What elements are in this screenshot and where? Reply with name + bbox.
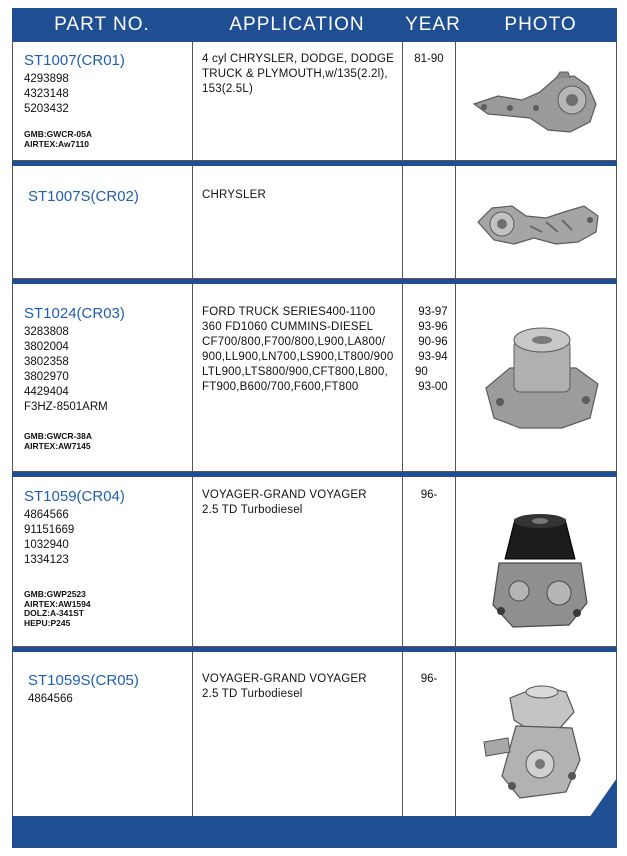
oem-ref: 1334123 — [24, 554, 69, 566]
application-line: VOYAGER-GRAND VOYAGER — [202, 489, 367, 501]
row-band — [12, 279, 617, 284]
application-line: 153(2.5L) — [202, 83, 254, 95]
water-pump-icon — [472, 192, 608, 254]
year-value: 96- — [420, 489, 438, 501]
year-cell — [413, 305, 453, 395]
water-pump-icon — [485, 507, 595, 635]
application-cell — [202, 188, 400, 203]
part-number: ST1024(CR03) — [24, 305, 125, 322]
oem-ref: 91151669 — [24, 524, 75, 536]
application-line: 2.5 TD Turbodiesel — [202, 688, 303, 700]
year-cell — [409, 672, 449, 687]
year-value: 90 — [415, 366, 428, 378]
oem-ref: 1032940 — [24, 539, 69, 551]
oem-ref: 5203432 — [24, 103, 69, 115]
year-cell — [409, 52, 449, 67]
part-number: ST1007(CR01) — [24, 52, 125, 69]
oem-ref: 3802970 — [24, 371, 69, 383]
oem-ref: 4429404 — [24, 386, 69, 398]
year-value: 90-96 — [418, 336, 448, 348]
application-cell — [202, 488, 400, 518]
application-line: CHRYSLER — [202, 189, 267, 201]
oem-ref: 4323148 — [24, 88, 69, 100]
column-divider — [12, 42, 13, 816]
application-line: VOYAGER-GRAND VOYAGER — [202, 673, 367, 685]
application-line: 360 FD1060 CUMMINS-DIESEL — [202, 321, 374, 333]
oem-ref: 4864566 — [24, 509, 69, 521]
row-band — [12, 647, 617, 652]
cross-ref: HEPU:P245 — [24, 617, 71, 628]
application-line: FORD TRUCK SERIES400-1100 — [202, 306, 376, 318]
oem-refs — [24, 325, 189, 415]
table-header — [12, 8, 617, 42]
oem-refs — [28, 692, 193, 707]
year-cell — [409, 488, 449, 503]
cross-ref: GMB:GWP2523 — [24, 589, 86, 599]
table-row — [24, 305, 189, 467]
application-line: TRUCK & PLYMOUTH,w/135(2.2l), — [202, 68, 388, 80]
oem-ref: 4293898 — [24, 73, 69, 85]
application-line: 2.5 TD Turbodiesel — [202, 504, 303, 516]
year-value: 96- — [420, 673, 438, 685]
water-pump-icon — [470, 70, 610, 140]
row-band — [12, 472, 617, 477]
application-line: 900,LL900,LN700,LS900,LT800/900 — [202, 351, 394, 363]
water-pump-icon — [480, 322, 605, 432]
table-row — [24, 488, 189, 640]
oem-ref: 4864566 — [28, 693, 73, 705]
cross-refs — [24, 590, 91, 628]
year-value: 81-90 — [414, 53, 444, 65]
oem-ref: F3HZ-8501ARM — [24, 401, 108, 413]
application-line: 4 cyl CHRYSLER, DODGE, DODGE — [202, 53, 394, 65]
column-divider — [402, 42, 403, 816]
row-band — [12, 161, 617, 166]
year-value: 93-97 — [418, 306, 448, 318]
table-row — [28, 188, 193, 205]
year-value: 93-94 — [418, 351, 448, 363]
oem-refs — [24, 72, 189, 117]
table-row — [28, 672, 193, 707]
cross-refs — [24, 432, 92, 451]
part-number: ST1059S(CR05) — [28, 672, 139, 689]
year-value: 93-00 — [418, 381, 448, 393]
header-photo: PHOTO — [504, 14, 577, 35]
oem-ref: 3802358 — [24, 356, 69, 368]
header-year: YEAR — [405, 14, 461, 35]
application-line: FT900,B600/700,F600,FT800 — [202, 381, 359, 393]
column-divider — [455, 42, 456, 816]
cross-ref: GMB:GWCR-05A — [24, 129, 92, 139]
application-line: LTL900,LTS800/900,CFT800,L800, — [202, 366, 388, 378]
column-divider — [616, 42, 617, 816]
cross-ref: DOLZ:A-341ST — [24, 608, 84, 618]
water-pump-icon — [480, 680, 595, 808]
cross-refs — [24, 130, 92, 149]
header-application: APPLICATION — [229, 14, 365, 35]
header-part-no: PART NO. — [54, 14, 150, 35]
year-value: 93-96 — [418, 321, 448, 333]
oem-refs — [24, 508, 189, 568]
cross-ref: AIRTEX:AW7145 — [24, 440, 91, 451]
cross-ref: GMB:GWCR-38A — [24, 431, 92, 441]
application-line: CF700/800,F700/800,L900,LA800/ — [202, 336, 386, 348]
footer-bar — [12, 816, 617, 848]
application-cell — [202, 672, 400, 702]
table-row — [24, 52, 189, 157]
part-number: ST1059(CR04) — [24, 488, 125, 505]
application-cell — [202, 305, 400, 395]
cross-ref: AIRTEX:AW1594 — [24, 598, 91, 609]
application-cell — [202, 52, 400, 97]
oem-ref: 3802004 — [24, 341, 69, 353]
cross-ref: AIRTEX:Aw7110 — [24, 138, 90, 149]
part-number: ST1007S(CR02) — [28, 188, 139, 205]
oem-ref: 3283808 — [24, 326, 69, 338]
